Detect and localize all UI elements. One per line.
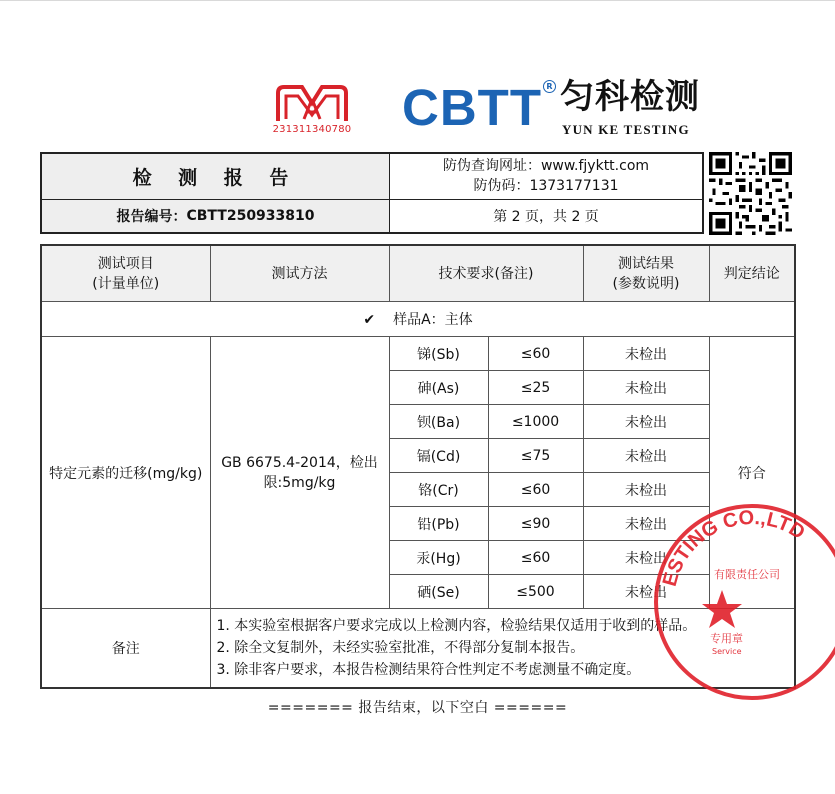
element-result: 未检出: [583, 405, 709, 439]
header-method: 测试方法: [210, 245, 389, 302]
sample-row: [41, 302, 795, 337]
qr-code-icon: [709, 152, 792, 235]
element-name: 钡(Ba): [389, 405, 488, 439]
header-conclusion: 判定结论: [709, 245, 795, 302]
element-result: 未检出: [583, 371, 709, 405]
remarks-cell: [210, 609, 795, 689]
element-limit: ≤60: [488, 337, 583, 371]
element-limit: ≤60: [488, 541, 583, 575]
sample-label: 样品A：主体: [393, 312, 473, 328]
results-table: [40, 244, 796, 689]
brand-name-en: YUN KE TESTING: [562, 122, 690, 137]
element-result: 未检出: [583, 575, 709, 609]
report-number: CBTT250933810: [186, 208, 315, 224]
element-name: 汞(Hg): [389, 541, 488, 575]
element-name: 砷(As): [389, 371, 488, 405]
report-number-label: 报告编号：: [116, 209, 187, 225]
report-number-cell: [42, 200, 389, 232]
seal-dept-text: 专用章: [710, 632, 743, 645]
conclusion-cell: 符合: [709, 337, 795, 609]
page-info: 第 2 页，共 2 页: [493, 209, 599, 225]
remark-line: 3. 除非客户要求，本报告检测结果符合性判定不考虑测量不确定度。: [216, 662, 641, 678]
element-limit: ≤25: [488, 371, 583, 405]
element-result: 未检出: [583, 473, 709, 507]
verify-url[interactable]: www.fjyktt.com: [540, 158, 650, 174]
seal-service-text: Service: [712, 647, 742, 656]
report-end-line: ======= 报告结束，以下空白 ======: [267, 700, 568, 716]
method-cell: GB 6675.4-2014，检出限:5mg/kg: [210, 337, 389, 609]
seal-inner-text: 有限责任公司: [714, 568, 780, 581]
verify-code-label: 防伪码：: [473, 178, 530, 194]
element-limit: ≤75: [488, 439, 583, 473]
element-limit: ≤500: [488, 575, 583, 609]
brand-logo: CBTT: [402, 79, 542, 136]
element-result: 未检出: [583, 541, 709, 575]
header-test-item: 测试项目 (计量单位): [41, 245, 210, 302]
element-limit: ≤60: [488, 473, 583, 507]
verify-code: 1373177131: [529, 178, 619, 194]
header-result: 测试结果 (参数说明): [583, 245, 709, 302]
remark-line: 2. 除全文复制外，未经实验室批准，不得部分复制本报告。: [216, 640, 585, 656]
table-header-row: [41, 245, 795, 302]
check-icon: ✔: [363, 312, 376, 328]
element-result: 未检出: [583, 337, 709, 371]
element-name: 硒(Se): [389, 575, 488, 609]
element-name: 铬(Cr): [389, 473, 488, 507]
seal-arc-text: ESTING CO.,LTD: [658, 506, 809, 589]
element-name: 锑(Sb): [389, 337, 488, 371]
element-limit: ≤90: [488, 507, 583, 541]
remarks-label: 备注: [41, 609, 210, 689]
element-result: 未检出: [583, 439, 709, 473]
report-header-box: [40, 152, 704, 234]
verify-url-label: 防伪查询网址：: [442, 158, 541, 174]
remark-line: 1. 本实验室根据客户要求完成以上检测内容，检验结果仅适用于收到的样品。: [216, 618, 697, 634]
element-result: 未检出: [583, 507, 709, 541]
cma-number: 231311340780: [272, 124, 352, 135]
registered-mark-icon: R: [543, 80, 556, 93]
brand-name-cn: 匀科检测: [560, 77, 700, 117]
element-name: 镉(Cd): [389, 439, 488, 473]
top-rule: [0, 0, 835, 1]
test-item-cell: 特定元素的迁移(mg/kg): [41, 337, 210, 609]
table-row: [41, 337, 795, 371]
verification-cell: [390, 154, 702, 199]
report-title: 检 测 报 告: [42, 154, 389, 199]
element-name: 铅(Pb): [389, 507, 488, 541]
header-requirement: 技术要求(备注): [389, 245, 583, 302]
element-limit: ≤1000: [488, 405, 583, 439]
remarks-row: [41, 609, 795, 689]
